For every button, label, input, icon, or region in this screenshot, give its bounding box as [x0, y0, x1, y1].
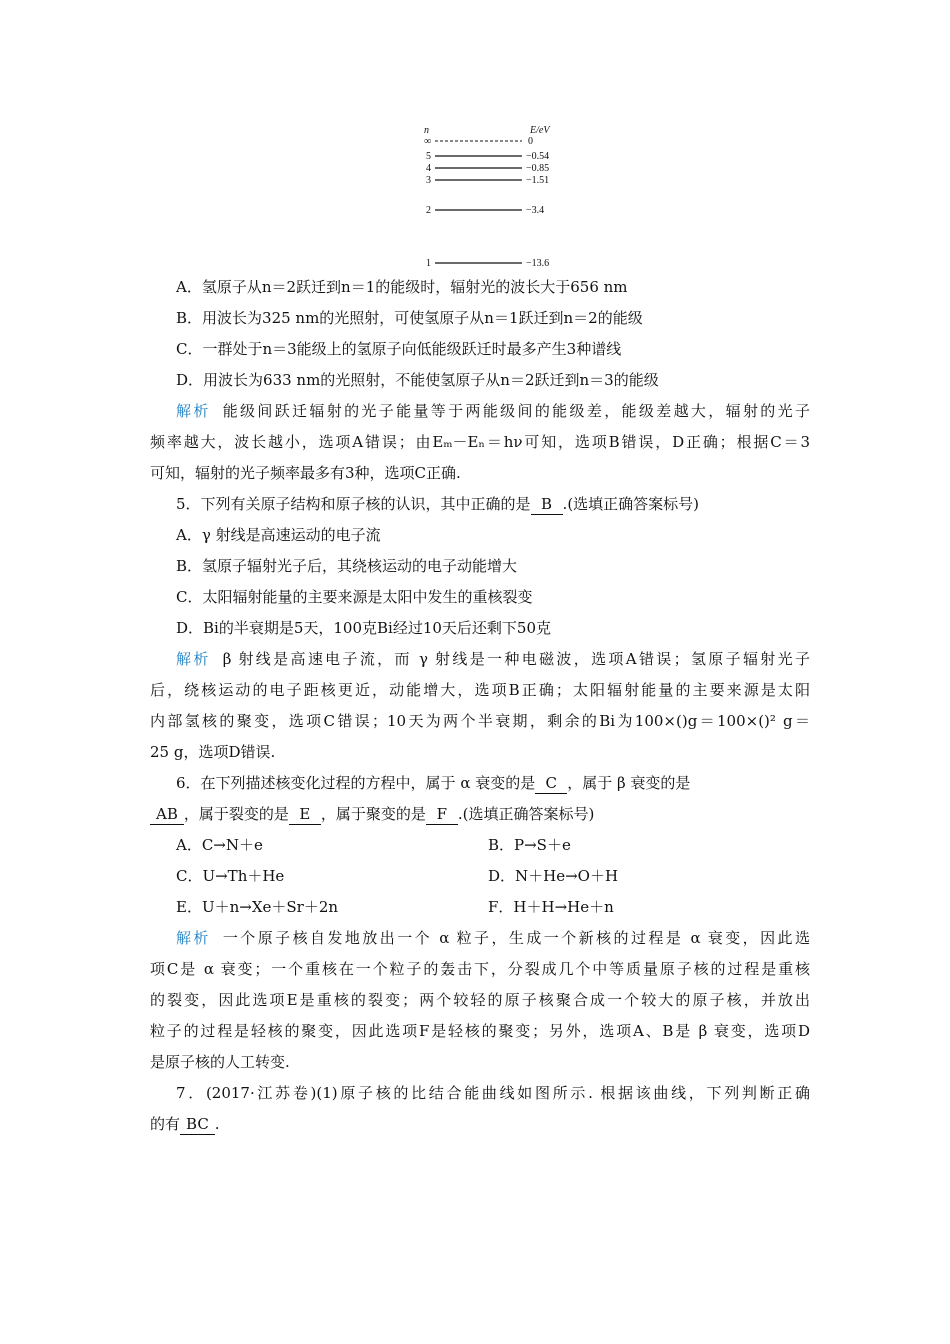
- q6-stem-line-2: [150, 799, 810, 830]
- q6-options-row: [150, 830, 810, 861]
- q6-analysis-line: 粒子的过程是轻核的聚变，因此选项F是轻核的聚变；另外，选项A、B是 β 衰变，选项D: [150, 1022, 810, 1040]
- level-n-label: 3: [426, 175, 431, 186]
- analysis-text: β 射线是高速电子流，而 γ 射线是一种电磁波，选项A错误；氢原子辐射光子: [222, 650, 810, 668]
- energy-level-svg: [418, 120, 568, 272]
- level-energy-label: −3.4: [526, 205, 545, 216]
- q6-stem-text: 6．在下列描述核变化过程的方程中，属于 α 衰变的是: [176, 774, 536, 792]
- q6-analysis-line: [150, 923, 810, 954]
- level-energy-label: 0: [528, 136, 533, 147]
- q6-answer-fission: E: [289, 804, 321, 825]
- level-n-label: ∞: [424, 136, 432, 147]
- level-energy-label: −0.54: [526, 151, 550, 162]
- n-axis-label: n: [424, 125, 429, 136]
- q4-option-a: A．氢原子从n＝2跃迁到n＝1的能级时，辐射光的波长大于656 nm: [176, 278, 628, 296]
- q4-analysis-line: 频率越大，波长越小，选项A错误；由Eₘ－Eₙ＝hν可知，选项B错误，D正确；根据C＝3: [150, 433, 810, 451]
- q6-option-b: B．P→S＋e: [488, 836, 571, 854]
- q6-analysis-line: 项C是 α 衰变；一个重核在一个粒子的轰击下，分裂成几个中等质量原子核的过程是重核: [150, 960, 810, 978]
- q7-stem-line-2: [150, 1109, 810, 1140]
- level-n-label: 4: [426, 163, 431, 174]
- level-n-label: 5: [426, 151, 431, 162]
- analysis-label: 解析: [176, 929, 211, 947]
- q6-answer-beta: AB: [150, 804, 184, 825]
- q5-analysis-line: 25 g，选项D错误.: [150, 743, 276, 761]
- q6-analysis-line: 的裂变，因此选项E是重核的裂变；两个较轻的原子核聚合成一个较大的原子核，并放出: [150, 991, 810, 1009]
- q6-analysis-line: 是原子核的人工转变.: [150, 1053, 290, 1071]
- q6-option-e: E．U＋n→Xe＋Sr＋2n: [176, 898, 339, 916]
- level-energy-label: −13.6: [526, 258, 550, 269]
- q5-option-b: B．氢原子辐射光子后，其绕核运动的电子动能增大: [176, 557, 518, 575]
- q6-option-f: F．H＋H→He＋n: [488, 898, 614, 916]
- analysis-text: 一个原子核自发地放出一个 α 粒子，生成一个新核的过程是 α 衰变，因此选: [222, 929, 810, 947]
- analysis-text: 能级间跃迁辐射的光子能量等于两能级间的能级差，能级差越大，辐射的光子: [222, 402, 810, 420]
- q5-analysis-line: [150, 644, 810, 675]
- q6-option-d: D．N＋He→O＋H: [488, 867, 619, 885]
- q5-analysis-line: 内部氢核的聚变，选项C错误；10天为两个半衰期，剩余的Bi为100×()g＝100×()² g＝: [150, 712, 810, 730]
- q6-stem-text: ，属于聚变的是: [320, 805, 426, 823]
- q4-option-c: C．一群处于n＝3能级上的氢原子向低能级跃迁时最多产生3种谱线: [176, 340, 622, 358]
- q6-stem-text: ，属于裂变的是: [183, 805, 289, 823]
- energy-axis-label: E/eV: [530, 125, 550, 136]
- level-n-label: 1: [426, 258, 431, 269]
- q4-option-d: D．用波长为633 nm的光照射，不能使氢原子从n＝2跃迁到n＝3的能级: [176, 371, 659, 389]
- q6-options-row: [150, 861, 810, 892]
- analysis-label: 解析: [176, 650, 211, 668]
- q5-stem-text: 5．下列有关原子结构和原子核的认识，其中正确的是: [176, 495, 531, 513]
- q5-option-a: A．γ 射线是高速运动的电子流: [176, 526, 381, 544]
- q6-answer-fusion: F: [426, 804, 458, 825]
- level-energy-label: −1.51: [526, 175, 550, 186]
- q5-option-d: D．Bi的半衰期是5天，100克Bi经过10天后还剩下50克: [176, 619, 552, 637]
- q6-options-row: [150, 892, 810, 923]
- q5-stem-tail: .(选填正确答案标号): [562, 495, 700, 513]
- level-energy-label: −0.85: [526, 163, 550, 174]
- q6-answer-alpha: C: [535, 773, 567, 794]
- q6-stem-text: .(选填正确答案标号): [457, 805, 595, 823]
- q6-option-a: A．C→N＋e: [176, 836, 263, 854]
- q7-answer: BC: [180, 1114, 215, 1135]
- q5-stem: [150, 489, 810, 520]
- q5-option-c: C．太阳辐射能量的主要来源是太阳中发生的重核裂变: [176, 588, 533, 606]
- q6-stem-text: ，属于 β 衰变的是: [567, 774, 691, 792]
- level-n-label: 2: [426, 205, 431, 216]
- analysis-label: 解析: [176, 402, 211, 420]
- document-body: [150, 272, 810, 1140]
- q4-analysis-line: 可知，辐射的光子频率最多有3种，选项C正确.: [150, 464, 461, 482]
- q6-stem-line-1: [150, 768, 810, 799]
- q5-answer: B: [531, 494, 563, 515]
- energy-level-diagram: [418, 120, 568, 272]
- q4-analysis-line: [150, 396, 810, 427]
- q7-stem-text: 的有: [150, 1115, 181, 1133]
- q7-stem-line-1: 7．(2017·江苏卷)(1)原子核的比结合能曲线如图所示. 根据该曲线，下列判断正确: [176, 1084, 810, 1102]
- q4-option-b: B．用波长为325 nm的光照射，可使氢原子从n＝1跃迁到n＝2的能级: [176, 309, 643, 327]
- q7-stem-tail: .: [214, 1115, 220, 1133]
- q5-analysis-line: 后，绕核运动的电子距核更近，动能增大，选项B正确；太阳辐射能量的主要来源是太阳: [150, 681, 810, 699]
- q6-option-c: C．U→Th＋He: [176, 867, 285, 885]
